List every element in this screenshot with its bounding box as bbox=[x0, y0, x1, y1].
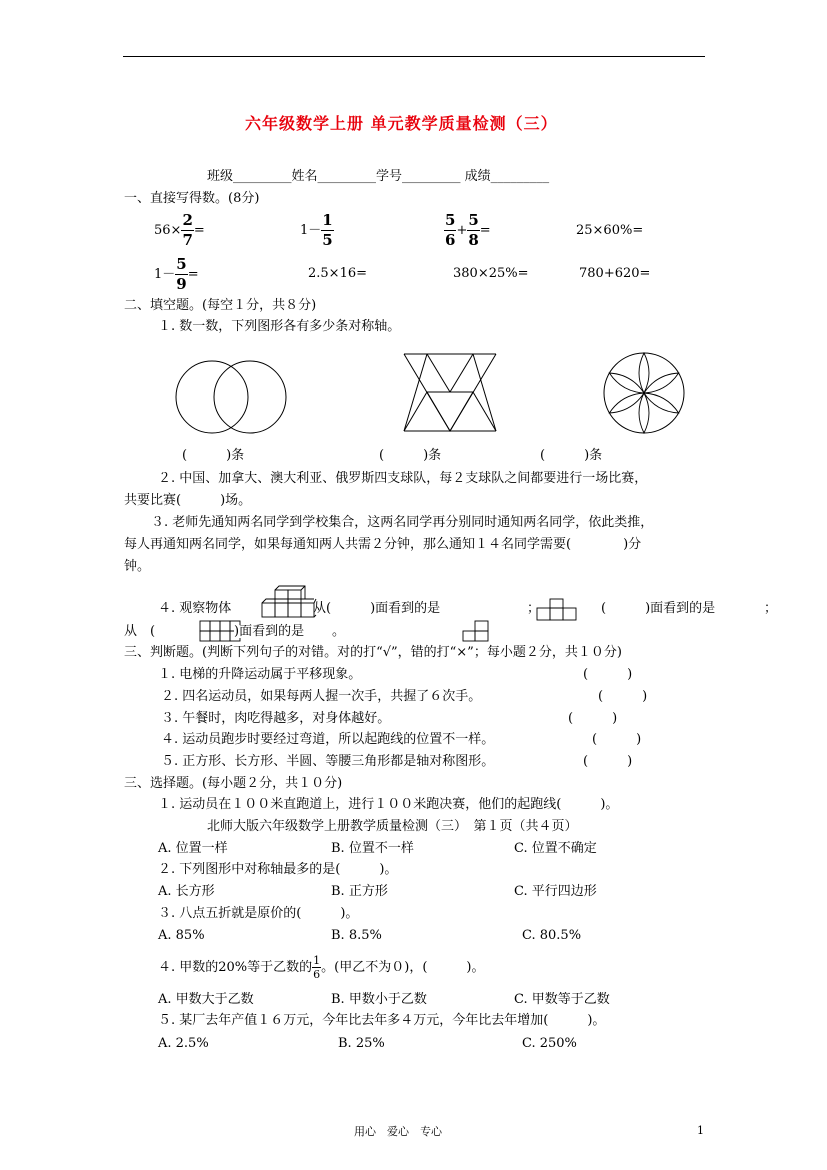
calc-item-3: $\frac{5}{6}$ + $\frac{5}{8}$ = bbox=[445, 211, 491, 249]
section-1-heading: 一、直接写得数。(8分) bbox=[124, 191, 260, 206]
fill-q4-text-h: 。 bbox=[332, 624, 346, 639]
fraction: $\frac{5}{6}$ bbox=[445, 211, 456, 249]
fill-q4-text-b: 从( )面看到的是 bbox=[313, 601, 441, 616]
fill-q3-line1: ３. 老师先通知两名同学到学校集合，这两名同学再分别同时通知两名同学，依此类推， bbox=[151, 515, 654, 530]
judge-q4: ４. 运动员跑步时要经过弯道，所以起跑线的位置不一样。 bbox=[161, 732, 495, 747]
choice-q1: １. 运动员在１００米直跑道上，进行１００米跑决赛，他们的起跑线( )。 bbox=[158, 797, 619, 812]
fill-q3-line2: 每人再通知两名同学，如果每通知两人共需２分钟，那么通知１４名同学需要( )分 bbox=[124, 537, 642, 552]
calc-item-4: 25×60%= bbox=[576, 223, 644, 238]
judge-q1-blank: ( ) bbox=[583, 667, 633, 682]
choice-q5: ５. 某厂去年产值１６万元，今年比去年多４万元，今年比去年增加( )。 bbox=[158, 1013, 606, 1028]
calc-item-7: 380×25%= bbox=[453, 266, 529, 281]
page-title: 六年级数学上册 单元教学质量检测（三） bbox=[245, 114, 558, 133]
judge-q3: ３. 午餐时，肉吃得越多，对身体越好。 bbox=[161, 711, 391, 726]
calc-item-1: 56× $\frac{2}{7}$ = bbox=[154, 211, 205, 249]
judge-q2-blank: ( ) bbox=[598, 689, 648, 704]
judge-q5: ５. 正方形、长方形、半圆、等腰三角形都是轴对称图形。 bbox=[161, 754, 495, 769]
header-rule bbox=[123, 56, 705, 57]
calc-item-6: 2.5×16= bbox=[308, 266, 368, 281]
view-shape-1 bbox=[536, 598, 578, 622]
choice-q3-option-c: C. 80.5% bbox=[522, 928, 582, 943]
fill-q4-text-a: ４. 观察物体 bbox=[158, 601, 232, 616]
choice-q5-option-c: C. 250% bbox=[522, 1036, 577, 1051]
choice-q4: ４. 甲数的20%等于乙数的 $\frac{1}{6}$ 。(甲乙不为０)，( )。 bbox=[158, 954, 485, 981]
choice-q2-option-a: A. 长方形 bbox=[158, 884, 215, 899]
choice-q3: ３. 八点五折就是原价的( )。 bbox=[158, 906, 359, 921]
fill-q2-line1: ２. 中国、加拿大、澳大利亚、俄罗斯四支球队，每２支球队之间都要进行一场比赛， bbox=[158, 471, 648, 486]
fraction: $\frac{2}{7}$ bbox=[182, 211, 193, 249]
judge-q5-blank: ( ) bbox=[583, 754, 633, 769]
page-note: 北师大版六年级数学上册教学质量检测（三） 第１页（共４页） bbox=[207, 819, 578, 834]
choice-q2-option-c: C. 平行四边形 bbox=[514, 884, 597, 899]
choice-q3-option-b: B. 8.5% bbox=[331, 928, 382, 943]
triangle-star-figure bbox=[403, 353, 497, 432]
calc-item-2: 1－ $\frac{1}{5}$ bbox=[300, 211, 333, 249]
fill-q1-blank-1: ( )条 bbox=[182, 448, 245, 463]
fill-q1-blank-3: ( )条 bbox=[540, 448, 603, 463]
fill-q1-blank-2: ( )条 bbox=[379, 448, 442, 463]
fill-q3-line3: 钟。 bbox=[124, 559, 151, 574]
choice-q1-option-c: C. 位置不确定 bbox=[514, 841, 597, 856]
judge-q4-blank: ( ) bbox=[592, 732, 642, 747]
judge-q2: ２. 四名运动员，如果每两人握一次手，共握了６次手。 bbox=[161, 689, 482, 704]
overlapping-circles-figure bbox=[175, 360, 290, 435]
choice-q2-option-b: B. 正方形 bbox=[331, 884, 388, 899]
judge-q1: １. 电梯的升降运动属于平移现象。 bbox=[158, 667, 362, 682]
fraction: $\frac{5}{9}$ bbox=[176, 255, 187, 293]
fill-q2-line2: 共要比赛( )场。 bbox=[124, 493, 252, 508]
page-number: 1 bbox=[697, 1124, 704, 1137]
choice-q4-option-a: A. 甲数大于乙数 bbox=[158, 992, 254, 1007]
footer-motto: 用心 爱心 专心 bbox=[354, 1125, 442, 1138]
calc-item-1-prefix: 56× bbox=[154, 223, 182, 238]
choice-q1-option-a: A. 位置一样 bbox=[158, 841, 228, 856]
judge-q3-blank: ( ) bbox=[568, 711, 618, 726]
fraction: $\frac{5}{8}$ bbox=[468, 211, 479, 249]
calc-item-5: 1－ $\frac{5}{9}$ = bbox=[154, 255, 199, 293]
choice-q4-option-c: C. 甲数等于乙数 bbox=[514, 992, 610, 1007]
section-3-heading: 三、判断题。(判断下列句子的对错。对的打“√”，错的打“×”；每小题２分，共１０分) bbox=[124, 645, 622, 660]
choice-q4-option-b: B. 甲数小于乙数 bbox=[331, 992, 427, 1007]
fill-q4-text-e: ； bbox=[764, 601, 778, 616]
choice-q2: ２. 下列图形中对称轴最多的是( )。 bbox=[158, 862, 398, 877]
cube-stack-figure bbox=[261, 585, 317, 619]
fraction: $\frac{1}{6}$ bbox=[313, 954, 321, 981]
student-info-line: 班级_________姓名_________学号_________ 成绩_________ bbox=[207, 169, 550, 184]
calc-item-8: 780+620= bbox=[579, 266, 651, 281]
fill-q1: １. 数一数，下列图形各有多少条对称轴。 bbox=[158, 319, 401, 334]
fraction: $\frac{1}{5}$ bbox=[322, 211, 333, 249]
choice-q1-option-b: B. 位置不一样 bbox=[331, 841, 414, 856]
section-2-heading: 二、填空题。(每空１分，共８分) bbox=[124, 298, 317, 313]
section-4-heading: 三、选择题。(每小题２分，共１０分) bbox=[124, 776, 343, 791]
fill-q4-text-f: 从 ( bbox=[124, 624, 156, 639]
choice-q3-option-a: A. 85% bbox=[158, 928, 205, 943]
fill-q4-text-d: ( )面看到的是 bbox=[601, 601, 716, 616]
view-shape-3 bbox=[462, 620, 490, 642]
fill-q4-text-g: )面看到的是 bbox=[234, 624, 305, 639]
fill-q4-text-c: ； bbox=[527, 601, 541, 616]
flower-circle-figure bbox=[602, 351, 686, 435]
choice-q5-option-b: B. 25% bbox=[338, 1036, 385, 1051]
choice-q5-option-a: A. 2.5% bbox=[158, 1036, 209, 1051]
